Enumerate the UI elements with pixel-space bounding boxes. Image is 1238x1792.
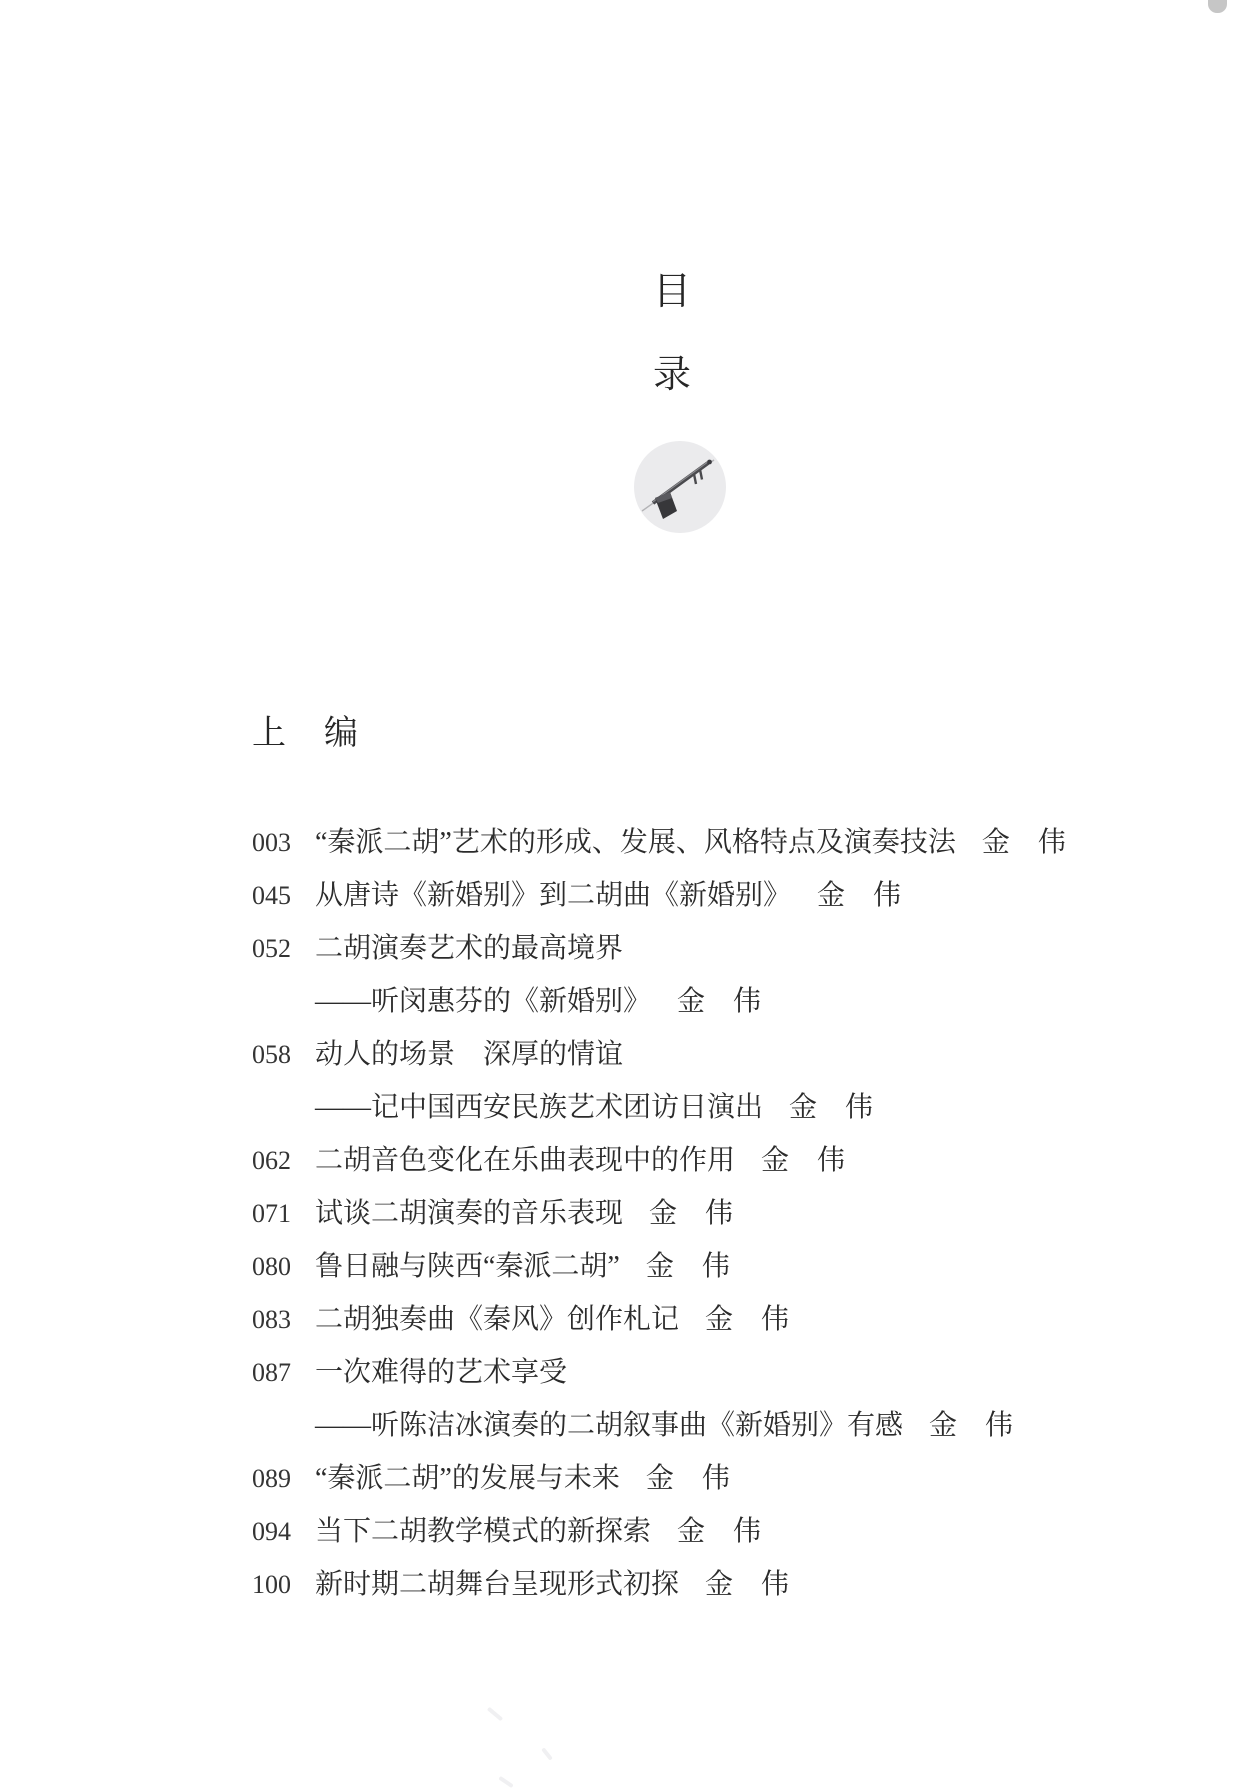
toc-entry-title: 一次难得的艺术享受: [315, 1357, 568, 1388]
toc-entry-title: 动人的场景 深厚的情谊: [315, 1039, 624, 1070]
toc-page-number: 089: [252, 1464, 291, 1493]
toc-entry-title: “秦派二胡”艺术的形成、发展、风格特点及演奏技法: [315, 827, 956, 858]
page-title-char: 录: [652, 354, 691, 396]
erhu-emblem: [634, 441, 726, 533]
toc-entry-title: 二胡独奏曲《秦风》创作札记: [315, 1304, 680, 1335]
toc-row: [252, 1091, 1152, 1144]
toc-row: [252, 1356, 1152, 1409]
toc-page-number: 003: [252, 828, 291, 857]
toc-entry-author: 金 伟: [705, 1569, 790, 1600]
toc-row: [252, 1197, 1152, 1250]
toc-entry-author: 金 伟: [761, 1145, 846, 1176]
page-title: [648, 272, 696, 438]
toc-page-number: 062: [252, 1146, 291, 1175]
toc-row: [252, 1515, 1152, 1568]
scrollbar-thumb[interactable]: [1208, 0, 1227, 13]
erhu-head: [707, 460, 712, 465]
toc-page-number: 080: [252, 1252, 291, 1281]
toc-page-number: 087: [252, 1358, 291, 1387]
scan-artifact: [541, 1747, 553, 1760]
toc-entry-author: 金 伟: [677, 986, 762, 1017]
toc-list: [252, 826, 1152, 1621]
toc-entry-author: 金 伟: [649, 1198, 734, 1229]
toc-page-number: 045: [252, 881, 291, 910]
toc-entry-author: 金 伟: [705, 1304, 790, 1335]
toc-row: [252, 1568, 1152, 1621]
toc-page-number: 100: [252, 1570, 291, 1599]
toc-row: [252, 1462, 1152, 1515]
toc-entry-title: 鲁日融与陕西“秦派二胡”: [315, 1251, 620, 1282]
scan-artifact: [498, 1776, 514, 1788]
toc-entry-author: 金 伟: [817, 880, 902, 911]
toc-row: [252, 1409, 1152, 1462]
toc-entry-title: ——听闵惠芬的《新婚别》: [315, 986, 652, 1017]
toc-page-number: 094: [252, 1517, 291, 1546]
toc-entry-title: 二胡演奏艺术的最高境界: [315, 933, 624, 964]
toc-row: [252, 932, 1152, 985]
toc-row: [252, 1303, 1152, 1356]
toc-row: [252, 985, 1152, 1038]
toc-entry-author: 金 伟: [645, 1463, 730, 1494]
toc-row: [252, 1144, 1152, 1197]
toc-row: [252, 826, 1152, 879]
toc-row: [252, 879, 1152, 932]
section-heading: 上 编: [252, 715, 360, 752]
toc-row: [252, 1250, 1152, 1303]
toc-entry-author: 金 伟: [981, 827, 1066, 858]
page-title-char: 目: [652, 271, 691, 313]
toc-entry-title: 二胡音色变化在乐曲表现中的作用: [315, 1145, 736, 1176]
toc-row: [252, 1038, 1152, 1091]
toc-page-number: 083: [252, 1305, 291, 1334]
toc-entry-author: 金 伟: [789, 1092, 874, 1123]
toc-entry-author: 金 伟: [677, 1516, 762, 1547]
scan-artifact: [487, 1707, 503, 1722]
toc-page-number: 058: [252, 1040, 291, 1069]
toc-entry-title: 试谈二胡演奏的音乐表现: [315, 1198, 624, 1229]
toc-entry-title: 从唐诗《新婚别》到二胡曲《新婚别》: [315, 880, 792, 911]
toc-entry-title: ——记中国西安民族艺术团访日演出: [315, 1092, 764, 1123]
toc-entry-author: 金 伟: [929, 1410, 1014, 1441]
toc-entry-title: ——听陈洁冰演奏的二胡叙事曲《新婚别》有感: [315, 1410, 904, 1441]
toc-page-number: 071: [252, 1199, 291, 1228]
toc-entry-author: 金 伟: [645, 1251, 730, 1282]
toc-entry-title: 新时期二胡舞台呈现形式初探: [315, 1569, 680, 1600]
erhu-icon: [634, 441, 726, 533]
toc-page-number: 052: [252, 934, 291, 963]
toc-entry-title: “秦派二胡”的发展与未来: [315, 1463, 620, 1494]
toc-entry-title: 当下二胡教学模式的新探索: [315, 1516, 652, 1547]
emblem-circle: [634, 441, 726, 533]
